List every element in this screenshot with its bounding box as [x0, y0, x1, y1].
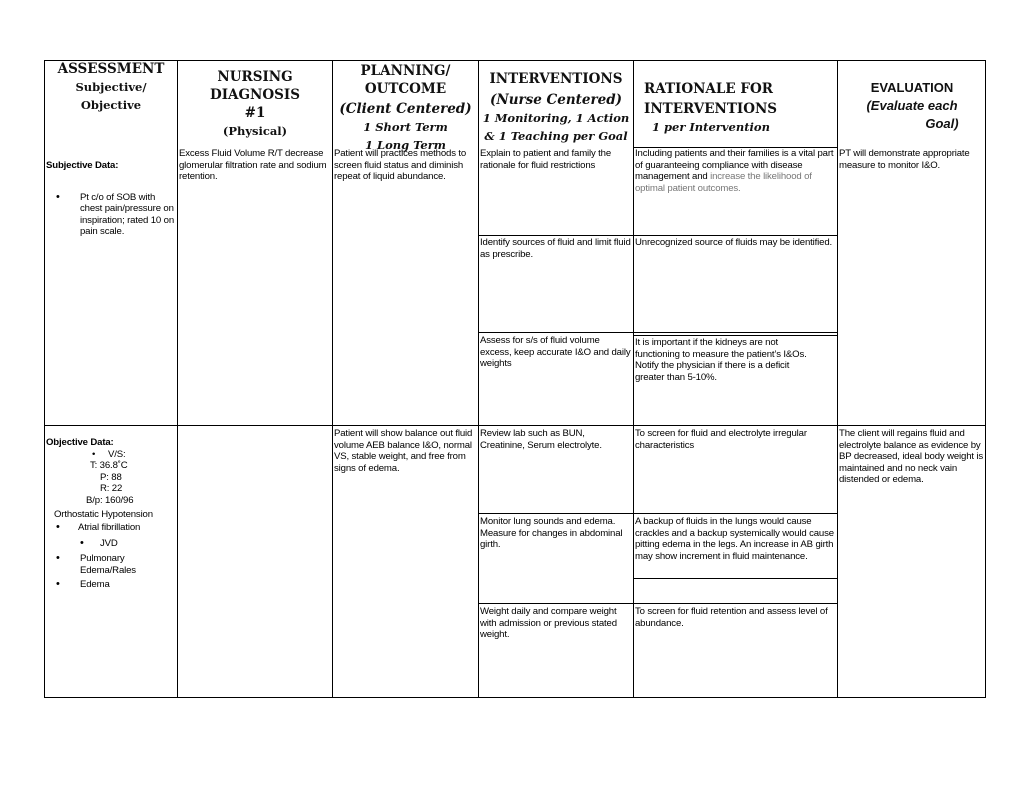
subjective-title: Subjective Data:	[46, 160, 119, 171]
row-divider	[478, 513, 837, 514]
header-line: 1 Monitoring, 1 Action	[482, 111, 630, 125]
list-item: • Atrial fibrillation	[46, 522, 176, 534]
header-line: (Client Centered)	[339, 101, 472, 117]
objective-title: Objective Data:	[46, 437, 114, 448]
list-item	[46, 538, 176, 550]
subjective-data	[46, 160, 176, 238]
row-divider	[478, 235, 837, 236]
rationale-cell	[635, 148, 836, 194]
row-divider	[633, 578, 837, 579]
vital-sign: B/p: 160/96	[86, 494, 134, 506]
orthostatic-note: Orthostatic Hypotension	[54, 508, 153, 520]
rationale-text: Including patients and their families is a vital part of guaranteeing compliance with disease management and	[635, 148, 834, 183]
vs-label	[46, 449, 176, 461]
header-line: DIAGNOSIS	[210, 87, 300, 103]
list-item: • Pt c/o of SOB with chest pain/pressure on inspiration; rated 10 on pain scale.	[46, 192, 176, 238]
list-item: • Edema	[46, 579, 176, 591]
header-line: PLANNING/	[360, 63, 451, 79]
objective-data	[46, 437, 176, 590]
header-line: (Physical)	[222, 124, 288, 138]
header-evaluation	[840, 79, 984, 133]
header-line: (Evaluate each	[866, 98, 958, 113]
row-divider	[44, 425, 986, 426]
rationale-cell: A backup of fluids in the lungs would cause crackles and a backup systemically would cause pitting edema in the legs. An increase in AB girth may show increment in fluid maintenance.	[635, 516, 834, 562]
header-line: INTERVENTIONS	[489, 71, 623, 87]
header-line: RATIONALE FOR	[644, 81, 773, 97]
vital-sign: T: 36.8˚C	[90, 460, 128, 472]
rationale-cell: Unrecognized source of fluids may be identified.	[635, 237, 833, 248]
header-planning	[333, 62, 478, 154]
header-line: NURSING	[217, 69, 293, 85]
list-item: • Pulmonary Edema/Rales	[46, 553, 150, 576]
header-line: INTERVENTIONS	[644, 101, 778, 117]
intervention-cell: Review lab such as BUN, Creatinine, Serum electrolyte.	[480, 428, 602, 451]
header-rationale	[644, 80, 834, 136]
intervention-cell: Assess for s/s of fluid volume excess, keep accurate I&O and daily weights	[480, 335, 631, 370]
vital-sign: P: 88	[100, 471, 122, 483]
header-line: Objective	[80, 98, 142, 112]
header-line: Subjective/	[75, 80, 147, 94]
list-item-text: JVD	[100, 537, 118, 549]
header-line: 1 per Intervention	[652, 120, 770, 134]
rationale-text-gray: increase the likelihood of optimal patient outcomes.	[635, 171, 812, 194]
evaluation-long-term: The client will regains fluid and electrolyte balance as evidence by BP decreased, ideal body weight is maintained and no neck vain distended or edema.	[839, 428, 984, 486]
rationale-cell: To screen for fluid retention and assess level of abundance.	[635, 606, 828, 629]
header-line: EVALUATION	[870, 80, 954, 95]
header-diagnosis	[178, 68, 332, 140]
vs-label-text: V/S:	[108, 448, 126, 460]
header-assessment	[46, 60, 176, 114]
rationale-cell: To screen for fluid and electrolyte irregular characteristics	[635, 428, 807, 451]
evaluation-short-term: PT will demonstrate appropriate measure to monitor I&O.	[839, 148, 970, 171]
planning-short-term: Patient will practices methods to screen fluid status and diminish repeat of liquid abundance.	[334, 148, 467, 183]
header-line: & 1 Teaching per Goal	[484, 129, 628, 143]
row-divider	[633, 335, 837, 336]
diagnosis-text: Excess Fluid Volume R/T decrease glomerular filtration rate and sodium retention.	[179, 148, 327, 183]
header-interventions	[479, 70, 633, 145]
row-divider	[478, 332, 837, 333]
header-line: Goal)	[925, 116, 959, 131]
header-line: #1	[244, 105, 266, 121]
intervention-cell: Identify sources of fluid and limit fluid as prescribe.	[480, 237, 631, 260]
header-line: ASSESSMENT	[57, 61, 165, 77]
column-divider	[837, 60, 838, 698]
column-divider	[177, 60, 178, 698]
intervention-cell: Monitor lung sounds and edema. Measure for changes in abdominal girth.	[480, 516, 623, 551]
intervention-cell: Explain to patient and family the rationale for fluid restrictions	[480, 148, 612, 171]
column-divider	[332, 60, 333, 698]
header-line: (Nurse Centered)	[489, 92, 623, 108]
header-line: OUTCOME	[364, 81, 447, 97]
planning-long-term: Patient will show balance out fluid volume AEB balance I&O, normal VS, stable weight, and free from signs of edema.	[334, 428, 473, 474]
intervention-cell: Weight daily and compare weight with admission or previous stated weight.	[480, 606, 617, 641]
header-line: 1 Long Term	[365, 138, 446, 152]
rationale-cell: It is important if the kidneys are not functioning to measure the patient’s I&Os. Notify the physician if there is a deficit greater than 5-10%.	[635, 337, 807, 383]
subjective-list	[46, 192, 176, 238]
header-line: 1 Short Term	[363, 120, 448, 134]
bullet-icon: •	[92, 448, 96, 460]
row-divider	[478, 603, 837, 604]
objective-list	[46, 522, 176, 590]
vital-sign: R: 22	[100, 483, 123, 495]
